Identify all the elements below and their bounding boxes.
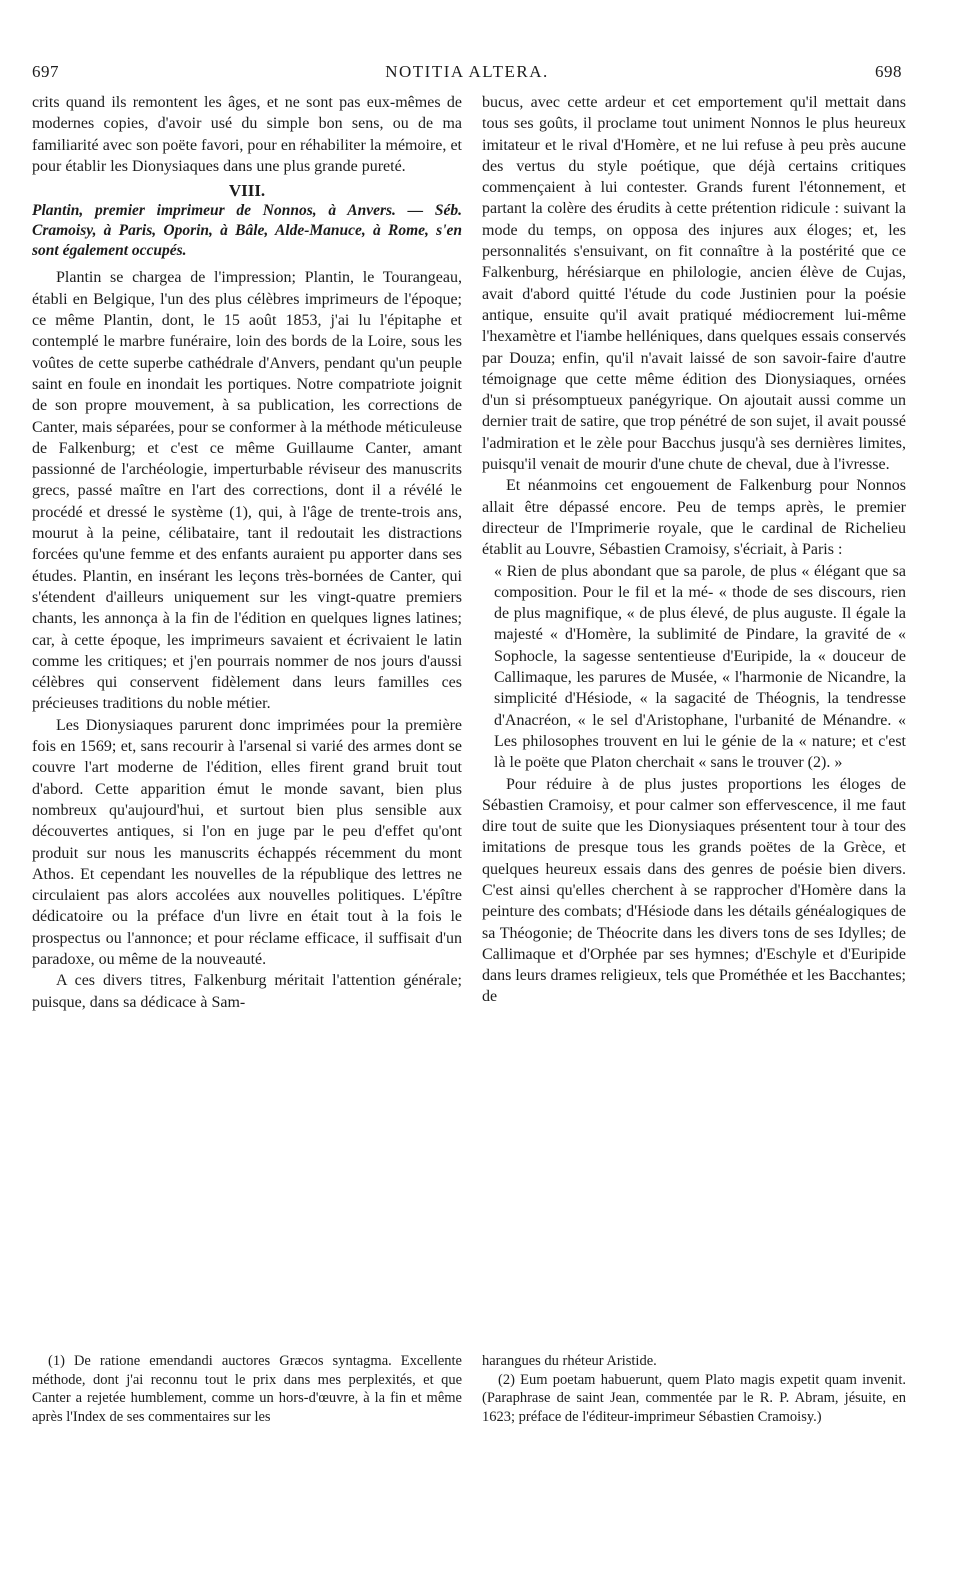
quote-text: « Rien de plus abondant que sa parole, de plus « élégant que sa composition. Pour le fil et la mé- « thode de ses discours, rien de plus magnifique, « de plus élevé, de plus auguste. Il égale la majesté « d'Homère, la sublimité de Pindare, la gravité de « Sophocle, la sagesse sententieuse d'Euripide, la « douceur de Callimaque, les parures de Musée, « l'harmonie de Nicandre, la simplicité d'Hésiode, « la sagacité de Théognis, la tendresse d'Anacréon, « le sel d'Aristophane, l'urbanité de Ménandre. « Les philosophes trouvent en lui le génie de la « nature; et c'est là le poëte que Platon cherchait « sans le trouver (2). » [494, 562, 906, 772]
page-number-left: 697 [32, 62, 59, 81]
paragraph-intro: crits quand ils remontent les âges, et ne sont pas eux-mêmes de modernes copies, d'avoir usé du simple bon sens, ou de ma familiarité avec son poëte favori, pour en réhabiliter la mémoire, et pour établir les Dionysiaques dans une plus grande pureté. [32, 94, 462, 175]
right-column [482, 92, 906, 1332]
running-title: NOTITIA ALTERA. [385, 62, 549, 81]
section-number: VIII. [228, 181, 266, 201]
left-column [32, 92, 462, 1332]
page-number-right: 698 [875, 62, 902, 81]
footnote-1: (1) De ratione emendandi auctores Græcos syntagma. Excellente méthode, dont j'ai reconnu tout le prix dans mes perplexités, et que Canter a rejetée humblement, comme un hors-d'œuvre, à la fin et même après l'Index de ses commentaires sur les [32, 1353, 462, 1425]
paragraph-reduire: Pour réduire à de plus justes proportions les éloges de Sébastien Cramoisy, et pour calmer son effervescence, il me faut dire tout de suite que les Dionysiaques présentent tour à tour des imitations de presque tous les grands poëtes de la Grèce, et quelques heureux essais dans des genres de poésie bien divers. C'est ainsi qu'elles cherchent à se rapprocher d'Homère dans la peinture des combats; d'Hésiode dans les détails généalogiques de sa Théogonie; de Théocrite dans les divers tons de ses Idylles; de Callimaque et d'Orphée par ses hymnes; d'Eschyle et d'Euripide dans leurs drames religieux, tels que Prométhée et les Bacchantes; de [482, 775, 906, 1006]
footnote-right [482, 1352, 906, 1552]
paragraph-engouement: Et néanmoins cet engouement de Falkenburg pour Nonnos allait être dépassé encore. Peu de temps après, le premier directeur de l'Imprimerie royale, que le cardinal de Richelieu établit au Louvre, Sébastien Cramoisy, s'écriait, à Paris : [482, 477, 906, 559]
footnote-1-continuation: harangues du rhéteur Aristide. [482, 1353, 657, 1369]
paragraph-plantin: Plantin se chargea de l'impression; Plantin, le Tourangeau, établi en Belgique, l'un des plus célèbres imprimeurs de l'époque; ce même Plantin, dont, le 15 août 1853, j'ai lu l'épitaphe et contemplé le marbre funéraire, loin des bords de la Loire, sous les voûtes de cette superbe cathédrale d'Anvers, pendant qu'un peuple saint en foule en inondait les portiques. Notre compatriote joignit de son propre mouvement, à sa publication, les corrections de Canter, mais séparées, pour se conformer à la méthode méticuleuse de Falkenburg; et c'est ce même Guillaume Canter, amant passionné de l'archéologie, imperturbable réviseur des manuscrits grecs, passé maître en l'art des corrections, dont il a révélé le procédé et dressé le système (1), qui, à l'âge de trente-trois ans, mourut à la peine, célibataire, tant il redoutait les distractions forcées qu'une femme et des enfants auraient pu apporter dans ses études. Plantin, en insérant les leçons très-bornées de Canter, qui s'étendent d'ailleurs uniquement sur les vingt-quatre premiers chants, les annonça à la fin de l'édition en quelques lignes latines; car, à cette époque, les imprimeurs savaient et écrivaient le latin comme les critiques; et j'en pourrais nommer de nos jours d'aussi célèbres qui conservent fidèlement dans leurs familles ces précieuses traditions du noble métier. [32, 269, 462, 713]
section-subheading: Plantin, premier imprimeur de Nonnos, à Anvers. — Séb. Cramoisy, à Paris, Oporin, à Bâle, Alde-Manuce, à Rome, s'en sont également occupés. [32, 202, 462, 260]
paragraph-continuation: bucus, avec cette ardeur et cet emportement qu'il mettait dans tous ses goûts, il proclame tout uniment Nonnos le plus heureux imitateur et le rival d'Homère, et ne lui refuse à peu près aucune des vertus du style poétique, que déjà certains critiques commençaient à lui contester. Grands furent l'étonnement, et partant la colère des érudits à cette prétention ridicule : suivant la mode du temps, on opposa des injures aux éloges; et, les personnalités s'ensuivant, on fit connaître à la postérité que ce Falkenburg, hérésiarque en philologie, ancien élève de Cujas, avait d'abord quitté l'étude du code Justinien pour la poésie antique, ensuite qu'il avait pratiqué médiocrement lui-même l'hexamètre et l'iambe helléniques, dans quelques essais conservés par Douza; enfin, qu'il n'avait laissé de son savoir-faire d'autre témoignage que cette même édition des Dionysiaques, ornées d'un si présomptueux panégyrique. On ajoutait aussi comme un dernier trait de satire, que trop pénétré de son sujet, il avait poussé l'admiration et le zèle pour Bacchus jusqu'à ses dernières limites, puisqu'il venait de mourir d'une chute de cheval, due à l'ivresse. [482, 94, 906, 474]
running-header [32, 62, 902, 86]
footnote-2: (2) Eum poetam habuerunt, quem Plato magis expetit quam invenit. (Paraphrase de saint Jean, commentée par le R. P. Abram, jésuite, en 1623; préface de l'éditeur-imprimeur Sébastien Cramoisy.) [482, 1371, 906, 1425]
paragraph-dionysiaques: Les Dionysiaques parurent donc imprimées pour la première fois en 1569; et, sans recourir à l'arsenal si varié des armes dont se couvre l'art moderne de l'édition, elles firent grand bruit tout d'abord. Cette apparition émut le monde savant, bien plus nombreux qu'aujourd'hui, et surtout bien plus sensible aux découvertes antiques, si l'on en juge par le peu d'effet qu'ont produit sur nous les manuscrits échappés récemment du mont Athos. Et cependant les nouvelles de la république des lettres ne circulaient pas alors accolées aux nouvelles politiques. L'épître dédicatoire ou la préface d'un livre en était tout à la fois le prospectus ou l'annonce; et pour réclame efficace, il suffisait d'un paradoxe, ou même de la nouveauté. [32, 716, 462, 968]
paragraph-titres: A ces divers titres, Falkenburg méritait l'attention générale; puisque, dans sa dédicace à Sam- [32, 972, 462, 1011]
cramoisy-quote [482, 561, 906, 774]
footnote-left [32, 1352, 462, 1552]
